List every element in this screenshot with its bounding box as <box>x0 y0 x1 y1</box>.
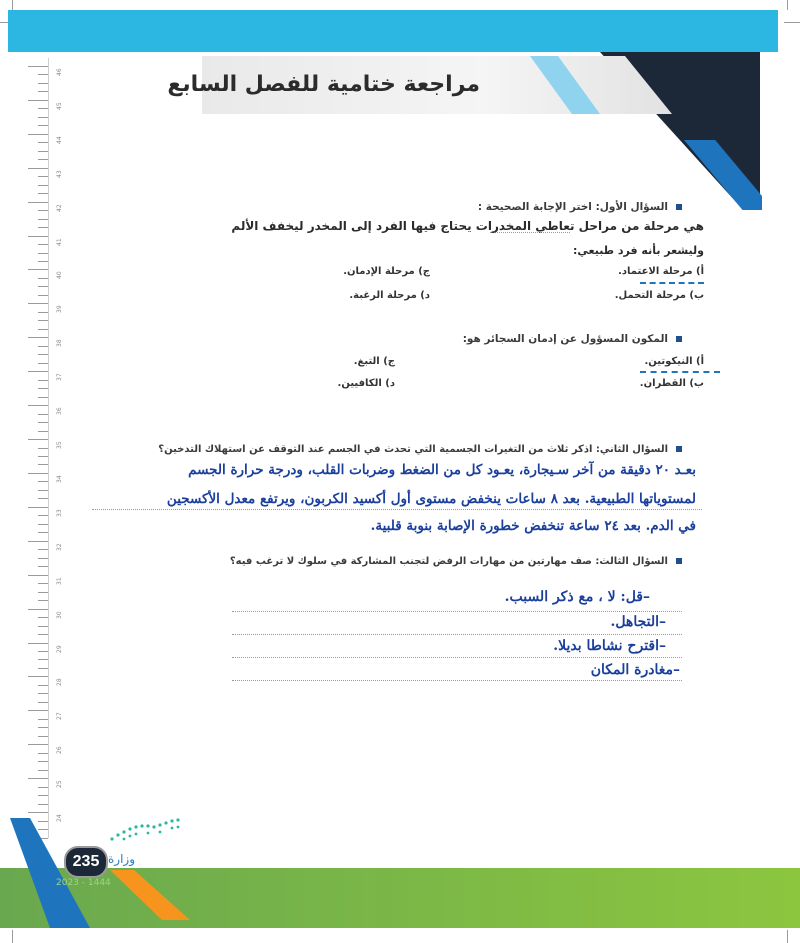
ruler-tick <box>38 795 48 796</box>
ruler-tick <box>38 151 48 152</box>
ruler-number: 26 <box>56 746 63 755</box>
ruler-number: 34 <box>56 475 63 483</box>
top-color-bar <box>8 10 778 52</box>
bullet-icon <box>676 446 682 452</box>
ruler-number: 27 <box>56 712 63 721</box>
ruler-number: 29 <box>56 644 63 653</box>
ruler-number: 46 <box>56 68 63 76</box>
ruler-tick <box>38 702 48 703</box>
ruler-number: 39 <box>56 305 63 314</box>
ruler-tick <box>28 812 48 813</box>
ruler-tick <box>38 448 48 449</box>
ruler-tick <box>38 515 48 516</box>
ruler-tick <box>28 134 48 135</box>
ruler-tick <box>28 744 48 745</box>
ruler-tick <box>38 481 48 482</box>
ruler-number: 43 <box>56 170 63 178</box>
option-label: أ) النيكوتين. <box>644 356 704 367</box>
ruler-tick <box>38 176 48 177</box>
ruler-tick <box>38 787 48 788</box>
ruler-tick <box>38 278 48 279</box>
option-label: د) مرحلة الرغبة. <box>349 290 430 301</box>
bullet-icon <box>676 558 682 564</box>
q4-answer-4: –مغادرة المكان <box>590 662 680 678</box>
ruler-tick <box>38 634 48 635</box>
ruler-tick <box>38 397 48 398</box>
ruler-number: 45 <box>56 102 63 110</box>
q1-stem-line1: هي مرحلة من مراحل تعاطي المخدرات يحتاج فيها الفرد إلى المخدر ليخفف الألم <box>231 219 704 233</box>
selected-answer-underline <box>640 282 704 284</box>
q3-answer-line2: لمستوياتها الطبيعية. بعد ٨ ساعات ينخفض مستوى أول أكسيد الكربون، ويرتفع معدل الأكسجين <box>166 491 696 507</box>
ruler-tick <box>38 219 48 220</box>
ruler-tick <box>38 354 48 355</box>
ruler-tick <box>38 261 48 262</box>
ruler-tick <box>38 659 48 660</box>
ruler-tick <box>38 320 48 321</box>
ruler-tick <box>28 303 48 304</box>
selected-answer-underline <box>640 371 720 373</box>
ruler-tick <box>38 388 48 389</box>
crop-mark <box>12 930 13 943</box>
q4-answer-1: –قل: لا ، مع ذكر السبب. <box>504 589 650 605</box>
crop-mark <box>784 22 800 23</box>
ruler-tick <box>28 643 48 644</box>
ruler-tick <box>38 549 48 550</box>
ruler-number: 31 <box>56 577 63 585</box>
ruler-number: 24 <box>56 814 63 823</box>
side-ruler <box>28 58 63 838</box>
answer-line <box>232 634 682 635</box>
ruler-number: 40 <box>56 271 63 280</box>
ruler-tick <box>28 439 48 440</box>
ruler-number: 32 <box>56 543 63 551</box>
ruler-tick <box>38 210 48 211</box>
ruler-tick <box>38 464 48 465</box>
ruler-tick <box>28 202 48 203</box>
option-label: ب) مرحلة التحمل. <box>614 290 704 301</box>
ruler-tick <box>38 142 48 143</box>
ruler-tick <box>38 592 48 593</box>
answer-line <box>232 680 682 681</box>
ruler-tick <box>38 414 48 415</box>
q3-answer-line3: في الدم. بعد ٢٤ ساعة تنخفض خطورة الإصابة بنوبة قلبية. <box>370 518 696 534</box>
ruler-tick <box>28 236 48 237</box>
crop-mark <box>12 0 13 10</box>
q2-option-b[interactable] <box>640 378 704 389</box>
ruler-tick <box>38 91 48 92</box>
edition-year: 2023 - 1444 <box>56 878 111 888</box>
ministry-label: وزارة <box>108 852 136 866</box>
ruler-tick <box>38 583 48 584</box>
q1-option-d[interactable] <box>349 290 430 301</box>
page-title: مراجعة ختامية للفصل السابع <box>167 72 480 97</box>
ruler-tick <box>38 185 48 186</box>
ruler-tick <box>38 490 48 491</box>
ruler-tick <box>38 431 48 432</box>
q1-heading: السؤال الأول: اختر الإجابة الصحيحة : <box>478 201 682 213</box>
ruler-tick <box>38 685 48 686</box>
q4-answer-2: –التجاهل. <box>610 614 666 630</box>
option-label: ب) القطران. <box>639 378 704 389</box>
ruler-tick <box>38 83 48 84</box>
ruler-number: 25 <box>56 780 63 789</box>
ruler-tick <box>28 168 48 169</box>
option-label: د) الكافيين. <box>337 378 395 389</box>
q1-option-b[interactable] <box>615 290 704 301</box>
ruler-tick <box>38 524 48 525</box>
ruler-tick <box>38 108 48 109</box>
ruler-tick <box>28 778 48 779</box>
ruler-tick <box>38 736 48 737</box>
ruler-tick <box>38 312 48 313</box>
ruler-tick <box>28 66 48 67</box>
ruler-tick <box>38 770 48 771</box>
ruler-tick <box>38 244 48 245</box>
ruler-tick <box>28 541 48 542</box>
ruler-tick <box>38 295 48 296</box>
ruler-tick <box>38 456 48 457</box>
ruler-tick <box>38 346 48 347</box>
option-label: ج) مرحلة الإدمان. <box>343 266 430 277</box>
ruler-tick <box>28 337 48 338</box>
crop-mark <box>787 930 788 943</box>
ruler-tick <box>38 193 48 194</box>
ruler-tick <box>38 693 48 694</box>
ruler-tick <box>38 74 48 75</box>
ruler-tick <box>38 125 48 126</box>
ruler-tick <box>38 727 48 728</box>
ruler-number: 44 <box>56 136 63 144</box>
ruler-number: 38 <box>56 339 63 348</box>
ruler-tick <box>38 719 48 720</box>
option-label: أ) مرحلة الاعتماد. <box>618 266 704 277</box>
ruler-tick <box>38 117 48 118</box>
q2-option-a[interactable] <box>644 356 704 367</box>
ruler-number: 30 <box>56 610 63 619</box>
ruler-tick <box>28 575 48 576</box>
ruler-tick <box>28 676 48 677</box>
ruler-tick <box>38 422 48 423</box>
ministry-logo-icon <box>108 815 188 845</box>
q2-option-c[interactable] <box>354 356 395 367</box>
ruler-tick <box>38 532 48 533</box>
page-number-badge: 235 <box>64 846 108 878</box>
q1-option-c[interactable] <box>343 266 430 277</box>
ruler-number: 33 <box>56 509 63 517</box>
ruler-number: 41 <box>56 237 63 246</box>
ruler-tick <box>38 829 48 830</box>
ruler-tick <box>28 100 48 101</box>
ruler-tick <box>28 269 48 270</box>
ruler-tick <box>38 821 48 822</box>
q3-answer-line1: بعـد ٢٠ دقيقة من آخر سـيجارة، يعـود كل من الضغط وضربات القلب، ودرجة حرارة الجسم <box>188 462 696 478</box>
ruler-tick <box>38 558 48 559</box>
ruler-tick <box>28 371 48 372</box>
ruler-number: 42 <box>56 204 63 212</box>
answer-line <box>232 657 682 658</box>
crop-mark <box>787 0 788 10</box>
ruler-tick <box>38 227 48 228</box>
ruler-tick <box>38 329 48 330</box>
q1-stem-line2: وليشعر بأنه فرد طبيعي: <box>572 244 704 257</box>
ruler-number: 28 <box>56 678 63 687</box>
ruler-tick <box>38 753 48 754</box>
ruler-tick <box>28 473 48 474</box>
ruler-tick <box>28 710 48 711</box>
ruler-tick <box>28 405 48 406</box>
ruler-tick <box>38 498 48 499</box>
ruler-number: 36 <box>56 407 63 416</box>
bullet-icon <box>676 336 682 342</box>
ruler-tick <box>38 286 48 287</box>
ruler-tick <box>28 507 48 508</box>
answer-line <box>92 509 702 510</box>
ruler-tick <box>38 600 48 601</box>
q1-option-a[interactable] <box>618 266 704 277</box>
q2-heading: المكون المسؤول عن إدمان السجائر هو: <box>463 333 682 345</box>
q4-heading: السؤال الثالث: صف مهارتين من مهارات الرفض لتجنب المشاركة في سلوك لا ترغب فيه؟ <box>230 556 682 567</box>
ruler-tick <box>38 363 48 364</box>
q4-answer-3: –اقترح نشاطا بديلا. <box>553 638 666 654</box>
ruler-tick <box>38 159 48 160</box>
ruler-tick <box>38 380 48 381</box>
ruler-tick <box>38 668 48 669</box>
ruler-tick <box>38 761 48 762</box>
ruler-tick <box>38 651 48 652</box>
ruler-number: 35 <box>56 441 63 450</box>
answer-line <box>232 611 682 612</box>
bullet-icon <box>676 204 682 210</box>
ruler-tick <box>38 617 48 618</box>
ruler-tick <box>38 804 48 805</box>
q3-heading: السؤال الثاني: اذكر ثلاث من التغيرات الجسمية التي تحدث في الجسم عند التوقف عن استهلاك التدخين؟ <box>158 444 682 455</box>
q2-option-d[interactable] <box>338 378 395 389</box>
ruler-number: 37 <box>56 373 63 382</box>
option-label: ج) التبغ. <box>353 356 395 367</box>
ruler-tick <box>38 626 48 627</box>
ruler-tick <box>38 566 48 567</box>
ruler-tick <box>38 253 48 254</box>
ruler-tick <box>28 609 48 610</box>
